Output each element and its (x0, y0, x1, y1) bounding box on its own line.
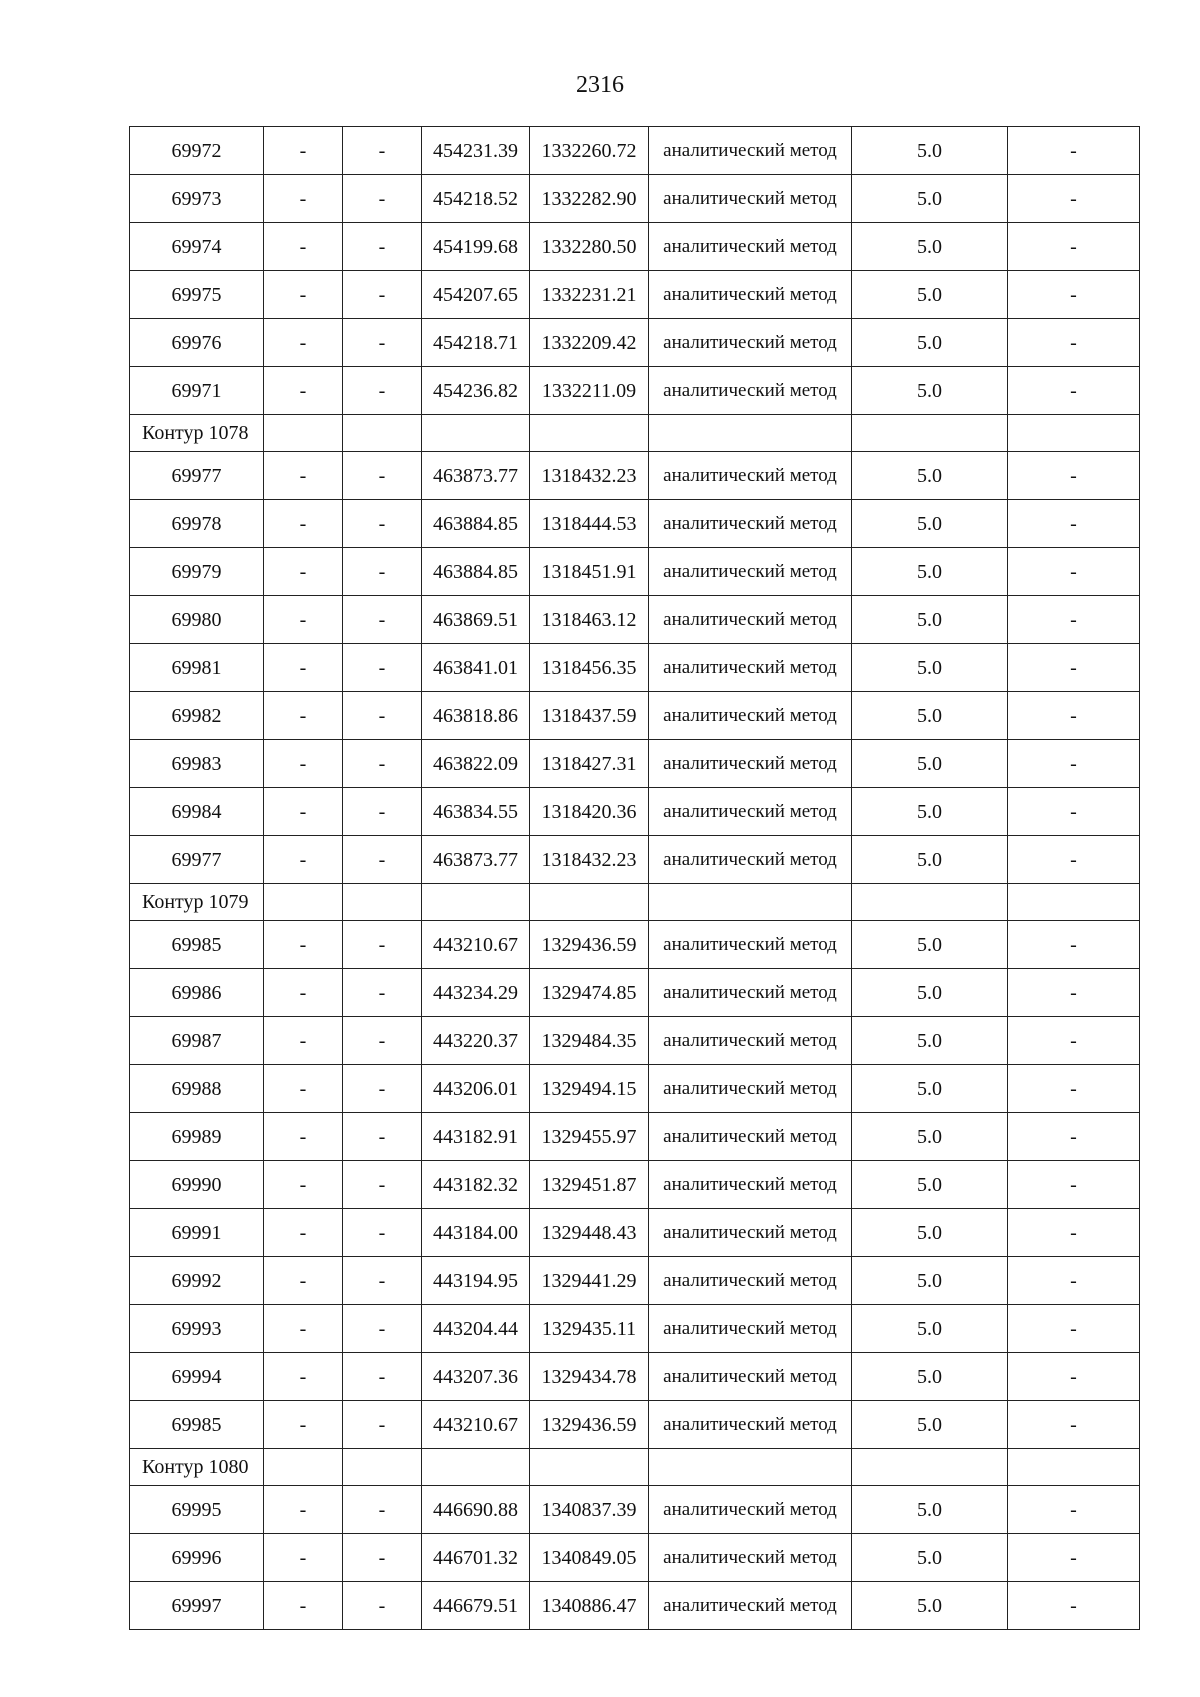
y-coordinate-cell: 1332209.42 (530, 319, 649, 367)
dash-cell: - (343, 921, 422, 969)
dash-cell: - (1008, 788, 1140, 836)
method-cell: аналитический метод (649, 969, 852, 1017)
dash-cell: - (343, 452, 422, 500)
y-coordinate-cell: 1340886.47 (530, 1582, 649, 1630)
method-cell: аналитический метод (649, 1353, 852, 1401)
precision-cell: 5.0 (852, 127, 1008, 175)
precision-cell: 5.0 (852, 1401, 1008, 1449)
x-coordinate-cell: 443207.36 (422, 1353, 530, 1401)
precision-cell: 5.0 (852, 836, 1008, 884)
method-cell: аналитический метод (649, 548, 852, 596)
dash-cell: - (343, 1582, 422, 1630)
dash-cell: - (343, 788, 422, 836)
method-cell: аналитический метод (649, 1534, 852, 1582)
dash-cell: - (264, 271, 343, 319)
precision-cell: 5.0 (852, 367, 1008, 415)
dash-cell: - (343, 596, 422, 644)
dash-cell: - (1008, 1257, 1140, 1305)
table-body (130, 127, 1140, 1630)
precision-cell: 5.0 (852, 1534, 1008, 1582)
precision-cell: 5.0 (852, 1017, 1008, 1065)
method-cell: аналитический метод (649, 1401, 852, 1449)
contour-label: Контур 1078 (130, 415, 264, 452)
y-coordinate-cell: 1340837.39 (530, 1486, 649, 1534)
precision-cell: 5.0 (852, 500, 1008, 548)
precision-cell: 5.0 (852, 644, 1008, 692)
method-cell: аналитический метод (649, 319, 852, 367)
y-coordinate-cell: 1329436.59 (530, 1401, 649, 1449)
precision-cell: 5.0 (852, 1305, 1008, 1353)
precision-cell: 5.0 (852, 1353, 1008, 1401)
empty-cell (343, 884, 422, 921)
dash-cell: - (343, 1065, 422, 1113)
table-row (130, 548, 1140, 596)
dash-cell: - (264, 1113, 343, 1161)
point-id-cell: 69993 (130, 1305, 264, 1353)
method-cell: аналитический метод (649, 452, 852, 500)
table-row (130, 127, 1140, 175)
precision-cell: 5.0 (852, 692, 1008, 740)
dash-cell: - (1008, 644, 1140, 692)
dash-cell: - (264, 836, 343, 884)
x-coordinate-cell: 463822.09 (422, 740, 530, 788)
x-coordinate-cell: 454218.52 (422, 175, 530, 223)
dash-cell: - (343, 271, 422, 319)
dash-cell: - (343, 367, 422, 415)
table-row (130, 1257, 1140, 1305)
dash-cell: - (1008, 175, 1140, 223)
empty-cell (649, 884, 852, 921)
x-coordinate-cell: 443194.95 (422, 1257, 530, 1305)
precision-cell: 5.0 (852, 452, 1008, 500)
dash-cell: - (264, 1305, 343, 1353)
y-coordinate-cell: 1329474.85 (530, 969, 649, 1017)
dash-cell: - (1008, 1113, 1140, 1161)
dash-cell: - (343, 1401, 422, 1449)
x-coordinate-cell: 463884.85 (422, 500, 530, 548)
y-coordinate-cell: 1332280.50 (530, 223, 649, 271)
method-cell: аналитический метод (649, 644, 852, 692)
table-row (130, 1113, 1140, 1161)
dash-cell: - (1008, 1582, 1140, 1630)
dash-cell: - (1008, 223, 1140, 271)
precision-cell: 5.0 (852, 788, 1008, 836)
empty-cell (852, 415, 1008, 452)
precision-cell: 5.0 (852, 1161, 1008, 1209)
dash-cell: - (264, 319, 343, 367)
point-id-cell: 69991 (130, 1209, 264, 1257)
y-coordinate-cell: 1329451.87 (530, 1161, 649, 1209)
dash-cell: - (1008, 271, 1140, 319)
dash-cell: - (264, 1161, 343, 1209)
dash-cell: - (343, 1353, 422, 1401)
method-cell: аналитический метод (649, 1582, 852, 1630)
point-id-cell: 69978 (130, 500, 264, 548)
dash-cell: - (343, 1017, 422, 1065)
point-id-cell: 69987 (130, 1017, 264, 1065)
x-coordinate-cell: 454207.65 (422, 271, 530, 319)
dash-cell: - (1008, 740, 1140, 788)
x-coordinate-cell: 454199.68 (422, 223, 530, 271)
empty-cell (422, 415, 530, 452)
table-row (130, 1065, 1140, 1113)
table-row (130, 1353, 1140, 1401)
dash-cell: - (343, 740, 422, 788)
empty-cell (343, 1449, 422, 1486)
precision-cell: 5.0 (852, 1486, 1008, 1534)
x-coordinate-cell: 454231.39 (422, 127, 530, 175)
point-id-cell: 69980 (130, 596, 264, 644)
dash-cell: - (343, 1305, 422, 1353)
empty-cell (422, 1449, 530, 1486)
method-cell: аналитический метод (649, 1257, 852, 1305)
dash-cell: - (1008, 1017, 1140, 1065)
table-row (130, 692, 1140, 740)
point-id-cell: 69976 (130, 319, 264, 367)
dash-cell: - (343, 548, 422, 596)
precision-cell: 5.0 (852, 1209, 1008, 1257)
dash-cell: - (264, 921, 343, 969)
x-coordinate-cell: 463873.77 (422, 452, 530, 500)
dash-cell: - (343, 969, 422, 1017)
x-coordinate-cell: 454218.71 (422, 319, 530, 367)
contour-label: Контур 1080 (130, 1449, 264, 1486)
method-cell: аналитический метод (649, 223, 852, 271)
table-row (130, 788, 1140, 836)
dash-cell: - (1008, 1486, 1140, 1534)
point-id-cell: 69981 (130, 644, 264, 692)
point-id-cell: 69992 (130, 1257, 264, 1305)
coordinates-table (129, 126, 1140, 1630)
x-coordinate-cell: 446679.51 (422, 1582, 530, 1630)
precision-cell: 5.0 (852, 921, 1008, 969)
x-coordinate-cell: 443206.01 (422, 1065, 530, 1113)
table-row (130, 452, 1140, 500)
table-row (130, 1534, 1140, 1582)
y-coordinate-cell: 1329436.59 (530, 921, 649, 969)
x-coordinate-cell: 443210.67 (422, 921, 530, 969)
x-coordinate-cell: 443210.67 (422, 1401, 530, 1449)
dash-cell: - (264, 127, 343, 175)
x-coordinate-cell: 443182.32 (422, 1161, 530, 1209)
dash-cell: - (1008, 596, 1140, 644)
x-coordinate-cell: 443204.44 (422, 1305, 530, 1353)
dash-cell: - (264, 644, 343, 692)
x-coordinate-cell: 463873.77 (422, 836, 530, 884)
dash-cell: - (343, 175, 422, 223)
dash-cell: - (264, 1582, 343, 1630)
dash-cell: - (1008, 969, 1140, 1017)
precision-cell: 5.0 (852, 271, 1008, 319)
dash-cell: - (1008, 127, 1140, 175)
x-coordinate-cell: 463818.86 (422, 692, 530, 740)
method-cell: аналитический метод (649, 596, 852, 644)
dash-cell: - (343, 223, 422, 271)
x-coordinate-cell: 443220.37 (422, 1017, 530, 1065)
table-row (130, 1017, 1140, 1065)
x-coordinate-cell: 463834.55 (422, 788, 530, 836)
x-coordinate-cell: 443182.91 (422, 1113, 530, 1161)
dash-cell: - (264, 1065, 343, 1113)
method-cell: аналитический метод (649, 1305, 852, 1353)
y-coordinate-cell: 1329448.43 (530, 1209, 649, 1257)
dash-cell: - (264, 1401, 343, 1449)
dash-cell: - (264, 788, 343, 836)
dash-cell: - (264, 1353, 343, 1401)
dash-cell: - (1008, 1065, 1140, 1113)
y-coordinate-cell: 1329434.78 (530, 1353, 649, 1401)
x-coordinate-cell: 443184.00 (422, 1209, 530, 1257)
point-id-cell: 69979 (130, 548, 264, 596)
x-coordinate-cell: 463869.51 (422, 596, 530, 644)
dash-cell: - (264, 548, 343, 596)
dash-cell: - (1008, 836, 1140, 884)
dash-cell: - (264, 1486, 343, 1534)
dash-cell: - (1008, 921, 1140, 969)
point-id-cell: 69984 (130, 788, 264, 836)
dash-cell: - (343, 1113, 422, 1161)
dash-cell: - (343, 692, 422, 740)
precision-cell: 5.0 (852, 969, 1008, 1017)
precision-cell: 5.0 (852, 1113, 1008, 1161)
y-coordinate-cell: 1332260.72 (530, 127, 649, 175)
dash-cell: - (343, 836, 422, 884)
dash-cell: - (264, 1257, 343, 1305)
point-id-cell: 69971 (130, 367, 264, 415)
dash-cell: - (264, 740, 343, 788)
precision-cell: 5.0 (852, 1065, 1008, 1113)
y-coordinate-cell: 1332231.21 (530, 271, 649, 319)
table-row (130, 836, 1140, 884)
empty-cell (1008, 415, 1140, 452)
precision-cell: 5.0 (852, 175, 1008, 223)
method-cell: аналитический метод (649, 367, 852, 415)
empty-cell (422, 884, 530, 921)
point-id-cell: 69975 (130, 271, 264, 319)
point-id-cell: 69986 (130, 969, 264, 1017)
contour-header-row (130, 415, 1140, 452)
x-coordinate-cell: 463884.85 (422, 548, 530, 596)
empty-cell (1008, 884, 1140, 921)
dash-cell: - (264, 1209, 343, 1257)
point-id-cell: 69985 (130, 921, 264, 969)
dash-cell: - (343, 319, 422, 367)
table-row (130, 1401, 1140, 1449)
point-id-cell: 69973 (130, 175, 264, 223)
empty-cell (264, 415, 343, 452)
y-coordinate-cell: 1318444.53 (530, 500, 649, 548)
table-row (130, 1305, 1140, 1353)
y-coordinate-cell: 1318427.31 (530, 740, 649, 788)
point-id-cell: 69983 (130, 740, 264, 788)
dash-cell: - (1008, 367, 1140, 415)
table-row (130, 500, 1140, 548)
table-row (130, 1209, 1140, 1257)
y-coordinate-cell: 1329435.11 (530, 1305, 649, 1353)
dash-cell: - (264, 175, 343, 223)
point-id-cell: 69996 (130, 1534, 264, 1582)
y-coordinate-cell: 1329484.35 (530, 1017, 649, 1065)
table-row (130, 1582, 1140, 1630)
dash-cell: - (1008, 1401, 1140, 1449)
y-coordinate-cell: 1318432.23 (530, 836, 649, 884)
method-cell: аналитический метод (649, 175, 852, 223)
precision-cell: 5.0 (852, 548, 1008, 596)
dash-cell: - (1008, 452, 1140, 500)
point-id-cell: 69977 (130, 836, 264, 884)
dash-cell: - (343, 127, 422, 175)
dash-cell: - (343, 644, 422, 692)
dash-cell: - (264, 969, 343, 1017)
point-id-cell: 69982 (130, 692, 264, 740)
y-coordinate-cell: 1329441.29 (530, 1257, 649, 1305)
dash-cell: - (1008, 548, 1140, 596)
empty-cell (343, 415, 422, 452)
empty-cell (649, 1449, 852, 1486)
method-cell: аналитический метод (649, 836, 852, 884)
empty-cell (530, 415, 649, 452)
method-cell: аналитический метод (649, 1161, 852, 1209)
method-cell: аналитический метод (649, 740, 852, 788)
table-row (130, 1161, 1140, 1209)
precision-cell: 5.0 (852, 596, 1008, 644)
dash-cell: - (1008, 1353, 1140, 1401)
method-cell: аналитический метод (649, 127, 852, 175)
precision-cell: 5.0 (852, 1257, 1008, 1305)
dash-cell: - (1008, 319, 1140, 367)
empty-cell (1008, 1449, 1140, 1486)
dash-cell: - (1008, 1161, 1140, 1209)
empty-cell (264, 884, 343, 921)
dash-cell: - (1008, 1209, 1140, 1257)
point-id-cell: 69974 (130, 223, 264, 271)
table-row (130, 969, 1140, 1017)
table-row (130, 271, 1140, 319)
method-cell: аналитический метод (649, 1065, 852, 1113)
dash-cell: - (343, 500, 422, 548)
x-coordinate-cell: 446690.88 (422, 1486, 530, 1534)
y-coordinate-cell: 1318437.59 (530, 692, 649, 740)
table-row (130, 367, 1140, 415)
page-number: 2316 (576, 72, 624, 98)
method-cell: аналитический метод (649, 1017, 852, 1065)
method-cell: аналитический метод (649, 921, 852, 969)
dash-cell: - (343, 1257, 422, 1305)
point-id-cell: 69972 (130, 127, 264, 175)
dash-cell: - (264, 223, 343, 271)
precision-cell: 5.0 (852, 740, 1008, 788)
table-row (130, 175, 1140, 223)
y-coordinate-cell: 1318432.23 (530, 452, 649, 500)
point-id-cell: 69994 (130, 1353, 264, 1401)
point-id-cell: 69997 (130, 1582, 264, 1630)
point-id-cell: 69988 (130, 1065, 264, 1113)
empty-cell (852, 884, 1008, 921)
method-cell: аналитический метод (649, 271, 852, 319)
dash-cell: - (1008, 692, 1140, 740)
empty-cell (852, 1449, 1008, 1486)
empty-cell (530, 1449, 649, 1486)
x-coordinate-cell: 463841.01 (422, 644, 530, 692)
y-coordinate-cell: 1318451.91 (530, 548, 649, 596)
point-id-cell: 69995 (130, 1486, 264, 1534)
contour-label: Контур 1079 (130, 884, 264, 921)
y-coordinate-cell: 1318456.35 (530, 644, 649, 692)
point-id-cell: 69990 (130, 1161, 264, 1209)
dash-cell: - (264, 596, 343, 644)
y-coordinate-cell: 1329455.97 (530, 1113, 649, 1161)
method-cell: аналитический метод (649, 788, 852, 836)
dash-cell: - (343, 1534, 422, 1582)
dash-cell: - (264, 452, 343, 500)
precision-cell: 5.0 (852, 319, 1008, 367)
contour-header-row (130, 884, 1140, 921)
y-coordinate-cell: 1318420.36 (530, 788, 649, 836)
method-cell: аналитический метод (649, 1209, 852, 1257)
table-row (130, 319, 1140, 367)
y-coordinate-cell: 1332211.09 (530, 367, 649, 415)
dash-cell: - (264, 692, 343, 740)
point-id-cell: 69985 (130, 1401, 264, 1449)
table-row (130, 921, 1140, 969)
empty-cell (649, 415, 852, 452)
dash-cell: - (264, 1017, 343, 1065)
precision-cell: 5.0 (852, 223, 1008, 271)
table-row (130, 740, 1140, 788)
x-coordinate-cell: 446701.32 (422, 1534, 530, 1582)
method-cell: аналитический метод (649, 692, 852, 740)
method-cell: аналитический метод (649, 1486, 852, 1534)
dash-cell: - (1008, 500, 1140, 548)
empty-cell (530, 884, 649, 921)
contour-header-row (130, 1449, 1140, 1486)
dash-cell: - (1008, 1534, 1140, 1582)
table-row (130, 1486, 1140, 1534)
dash-cell: - (264, 1534, 343, 1582)
x-coordinate-cell: 443234.29 (422, 969, 530, 1017)
empty-cell (264, 1449, 343, 1486)
dash-cell: - (264, 367, 343, 415)
y-coordinate-cell: 1318463.12 (530, 596, 649, 644)
x-coordinate-cell: 454236.82 (422, 367, 530, 415)
y-coordinate-cell: 1329494.15 (530, 1065, 649, 1113)
point-id-cell: 69977 (130, 452, 264, 500)
table-row (130, 596, 1140, 644)
method-cell: аналитический метод (649, 500, 852, 548)
dash-cell: - (343, 1161, 422, 1209)
table-row (130, 644, 1140, 692)
dash-cell: - (1008, 1305, 1140, 1353)
dash-cell: - (343, 1486, 422, 1534)
method-cell: аналитический метод (649, 1113, 852, 1161)
y-coordinate-cell: 1340849.05 (530, 1534, 649, 1582)
dash-cell: - (343, 1209, 422, 1257)
y-coordinate-cell: 1332282.90 (530, 175, 649, 223)
point-id-cell: 69989 (130, 1113, 264, 1161)
precision-cell: 5.0 (852, 1582, 1008, 1630)
table-row (130, 223, 1140, 271)
dash-cell: - (264, 500, 343, 548)
